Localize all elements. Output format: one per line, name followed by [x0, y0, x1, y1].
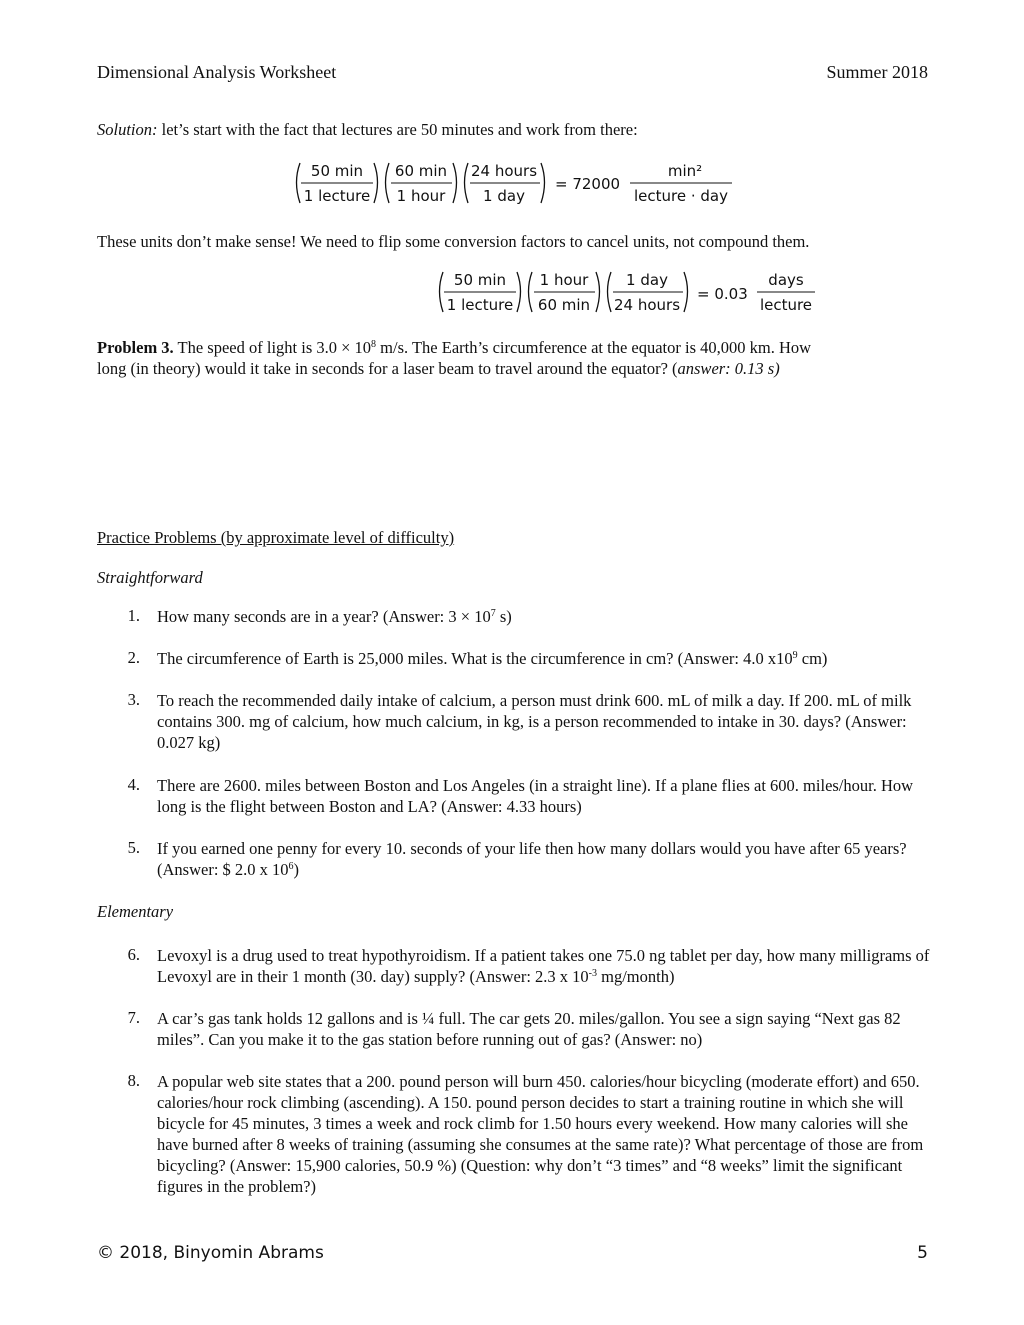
item-number: 1. [127, 606, 140, 625]
paren-left-1 [440, 272, 444, 312]
paren-right-1 [374, 163, 378, 203]
problem-3-text-3: long (in theory) would it take in seconds for a laser beam to travel around the equator? ( [97, 359, 678, 378]
eq2-f2-den: 60 min [537, 296, 591, 314]
paren-left-3 [465, 163, 469, 203]
item-number: 4. [127, 775, 140, 794]
eq1-equals-value: = 72000 [555, 175, 621, 193]
item-number: 7. [127, 1008, 140, 1027]
item-text-end: ) [293, 860, 300, 879]
eq2-f3-num: 1 day [626, 271, 668, 289]
paren-right-3 [541, 163, 545, 203]
list-item [157, 945, 932, 987]
item-text-end: s) [495, 607, 512, 626]
item-text: The circumference of Earth is 25,000 miles. What is the circumference in cm? (Answer: 4.0 x10 [157, 649, 793, 668]
eq2-f1-den: 1 lecture [446, 296, 514, 314]
eq2-f3-den: 24 hours [613, 296, 681, 314]
paren-right-1 [517, 272, 521, 312]
item-text: If you earned one penny for every 10. seconds of your life then how many dollars would you have after 65 years? (Answer: $ 2.0 x 10 [157, 839, 907, 879]
eq2-result-num: days [768, 271, 804, 289]
solution-text: let’s start with the fact that lectures are 50 minutes and work from there: [161, 120, 638, 139]
header-title: Dimensional Analysis Worksheet [97, 62, 337, 82]
paren-right-2 [453, 163, 457, 203]
item-text-end: mg/month) [597, 967, 675, 986]
paren-right-2 [596, 272, 600, 312]
item-number: 6. [127, 945, 140, 964]
paren-left-2 [529, 272, 533, 312]
list-item: A car’s gas tank holds 12 gallons and is ¼ full. The car gets 20. miles/gallon. You see a sign saying “Next gas 82 miles”. Can you make it to the gas station before running out of gas? (Answer: no) [157, 1009, 901, 1049]
item-exponent: -3 [588, 968, 598, 979]
section-straightforward: Straightforward [97, 568, 203, 587]
item-number: 5. [127, 838, 140, 857]
item-exponent: 6 [288, 861, 294, 872]
section-elementary: Elementary [97, 902, 174, 921]
problem-3 [97, 337, 937, 379]
paren-left-2 [386, 163, 390, 203]
list-item [157, 606, 932, 627]
eq1-f1-den: 1 lecture [303, 187, 371, 205]
list-item [157, 838, 932, 880]
item-number: 3. [127, 690, 140, 709]
paren-right-3 [684, 272, 688, 312]
item-text: Levoxyl is a drug used to treat hypothyroidism. If a patient takes one 75.0 ng tablet per day, how many milligrams of Levoxyl are in their 1 month (30. day) supply? (Answer: 2.3 x 10 [157, 946, 930, 986]
item-exponent: 9 [792, 650, 798, 661]
eq1-f2-den: 1 hour [396, 187, 446, 205]
list-item: There are 2600. miles between Boston and Los Angeles (in a straight line). If a plane flies at 600. miles/hour. How long is the flight between Boston and LA? (Answer: 4.33 hours) [157, 776, 914, 816]
paren-left-1 [297, 163, 301, 203]
eq1-result-den: lecture · day [634, 187, 728, 205]
problem-3-text-1: The speed of light is 3.0 × 10 [177, 338, 372, 357]
eq2-f2-num: 1 hour [539, 271, 589, 289]
solution-label: Solution: [97, 120, 158, 139]
problem-3-exponent: 8 [371, 339, 377, 350]
item-exponent: 7 [490, 608, 496, 619]
solution-comment: These units don’t make sense! We need to flip some conversion factors to cancel units, not compound them. [97, 232, 810, 251]
eq2-result-den: lecture [759, 296, 813, 314]
eq1-f1-num: 50 min [310, 162, 364, 180]
item-text-end: cm) [797, 649, 828, 668]
item-number: 2. [127, 648, 140, 667]
eq1-f3-den: 1 day [483, 187, 525, 205]
problem-3-label: Problem 3. [97, 338, 174, 357]
equation-2 [433, 265, 823, 321]
header-term: Summer 2018 [826, 62, 928, 82]
paren-left-3 [608, 272, 612, 312]
item-text: How many seconds are in a year? (Answer: 3 × 10 [157, 607, 491, 626]
problem-3-text-2: m/s. The Earth’s circumference at the equator is 40,000 km. How [376, 338, 812, 357]
equation-1 [290, 156, 740, 212]
page-number: 5 [917, 1243, 928, 1263]
solution-intro [97, 120, 638, 140]
list-item [157, 648, 932, 669]
list-item: A popular web site states that a 200. pound person will burn 450. calories/hour bicycling (moderate effort) and 650. calories/hour rock climbing (ascending). A 150. pound person decides to start a training routine in which she will bicycle for 45 minutes, 3 times a week and rock climb for 1.50 hours every weekend. How many calories will she have burned after 8 weeks of training (assuming she consumes at the same rate)? What percentage of those are from bicycling? (Answer: 15,900 calories, 50.9 %) (Question: why don’t “3 times” and “8 weeks” limit the significant figures in the problem?) [157, 1072, 924, 1196]
eq1-f3-num: 24 hours [470, 162, 538, 180]
eq2-equals-value: = 0.03 [697, 285, 748, 303]
practice-heading: Practice Problems (by approximate level of difficulty) [97, 528, 455, 547]
eq2-f1-num: 50 min [453, 271, 507, 289]
problem-3-answer: answer: 0.13 s) [677, 359, 780, 378]
item-number: 8. [127, 1071, 140, 1090]
eq1-result-num: min² [667, 162, 703, 180]
list-item: To reach the recommended daily intake of calcium, a person must drink 600. mL of milk a day. If 200. mL of milk contains 300. mg of calcium, how much calcium, in kg, is a person recommended to intake in 30. days? (Answer: 0.027 kg) [157, 691, 912, 752]
footer-copyright: © 2018, Binyomin Abrams [97, 1243, 324, 1263]
eq1-f2-num: 60 min [394, 162, 448, 180]
